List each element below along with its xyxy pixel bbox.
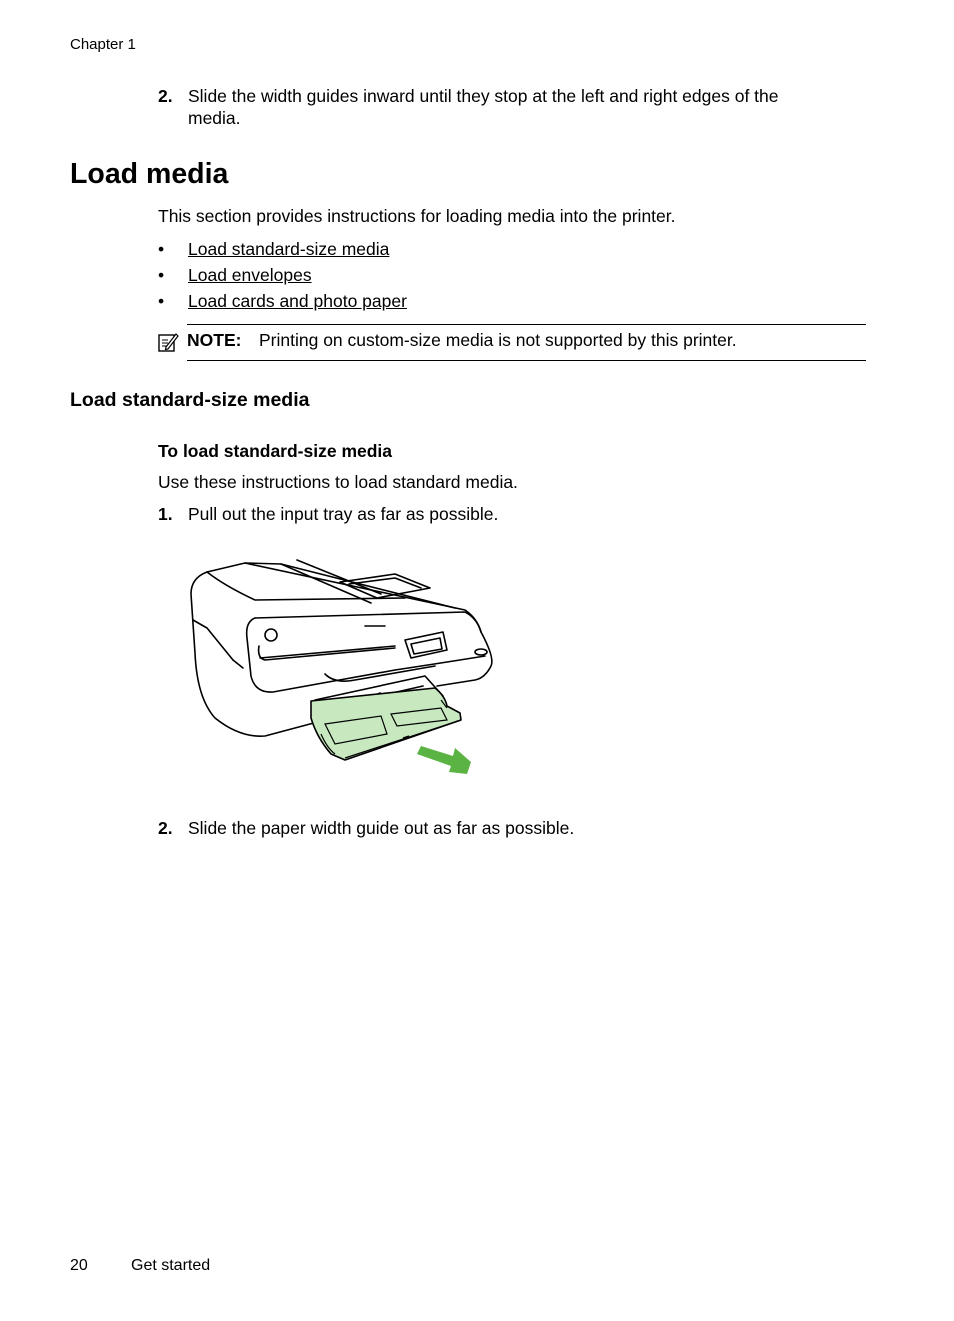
previous-step-2 xyxy=(158,85,858,131)
step-number: 2. xyxy=(158,818,173,838)
section-intro: This section provides instructions for loading media into the printer. xyxy=(158,206,676,226)
step-text-line1: Slide the width guides inward until they stop at the left and right edges of the xyxy=(188,86,779,106)
bullet: • xyxy=(158,239,165,259)
step-number: 1. xyxy=(158,504,173,524)
bullet: • xyxy=(158,291,165,311)
note-text: Printing on custom-size media is not supported by this printer. xyxy=(259,330,737,350)
page-number: 20 xyxy=(70,1257,88,1274)
note-top-rule xyxy=(187,324,866,325)
step-text: Slide the paper width guide out as far as possible. xyxy=(188,818,575,838)
note-bottom-rule xyxy=(187,360,866,361)
note-pencil-icon xyxy=(157,331,179,353)
link-load-standard-size-media[interactable]: Load standard-size media xyxy=(188,239,390,259)
footer-section-title: Get started xyxy=(131,1257,211,1274)
step-number: 2. xyxy=(158,86,173,106)
step-text-line2: media. xyxy=(188,108,241,128)
section-title: Load media xyxy=(70,158,229,190)
procedure-intro: Use these instructions to load standard media. xyxy=(158,472,518,492)
link-load-cards-and-photo-paper[interactable]: Load cards and photo paper xyxy=(188,291,407,311)
subsection-title: Load standard-size media xyxy=(70,389,310,411)
bullet: • xyxy=(158,265,165,285)
step-2 xyxy=(158,817,858,841)
link-load-envelopes[interactable]: Load envelopes xyxy=(188,265,312,285)
printer-tray-illustration xyxy=(185,548,505,780)
step-1 xyxy=(158,503,858,527)
procedure-title: To load standard-size media xyxy=(158,441,393,461)
running-header: Chapter 1 xyxy=(70,36,136,53)
step-text: Pull out the input tray as far as possible. xyxy=(188,504,499,524)
note-label: NOTE: xyxy=(187,330,242,350)
